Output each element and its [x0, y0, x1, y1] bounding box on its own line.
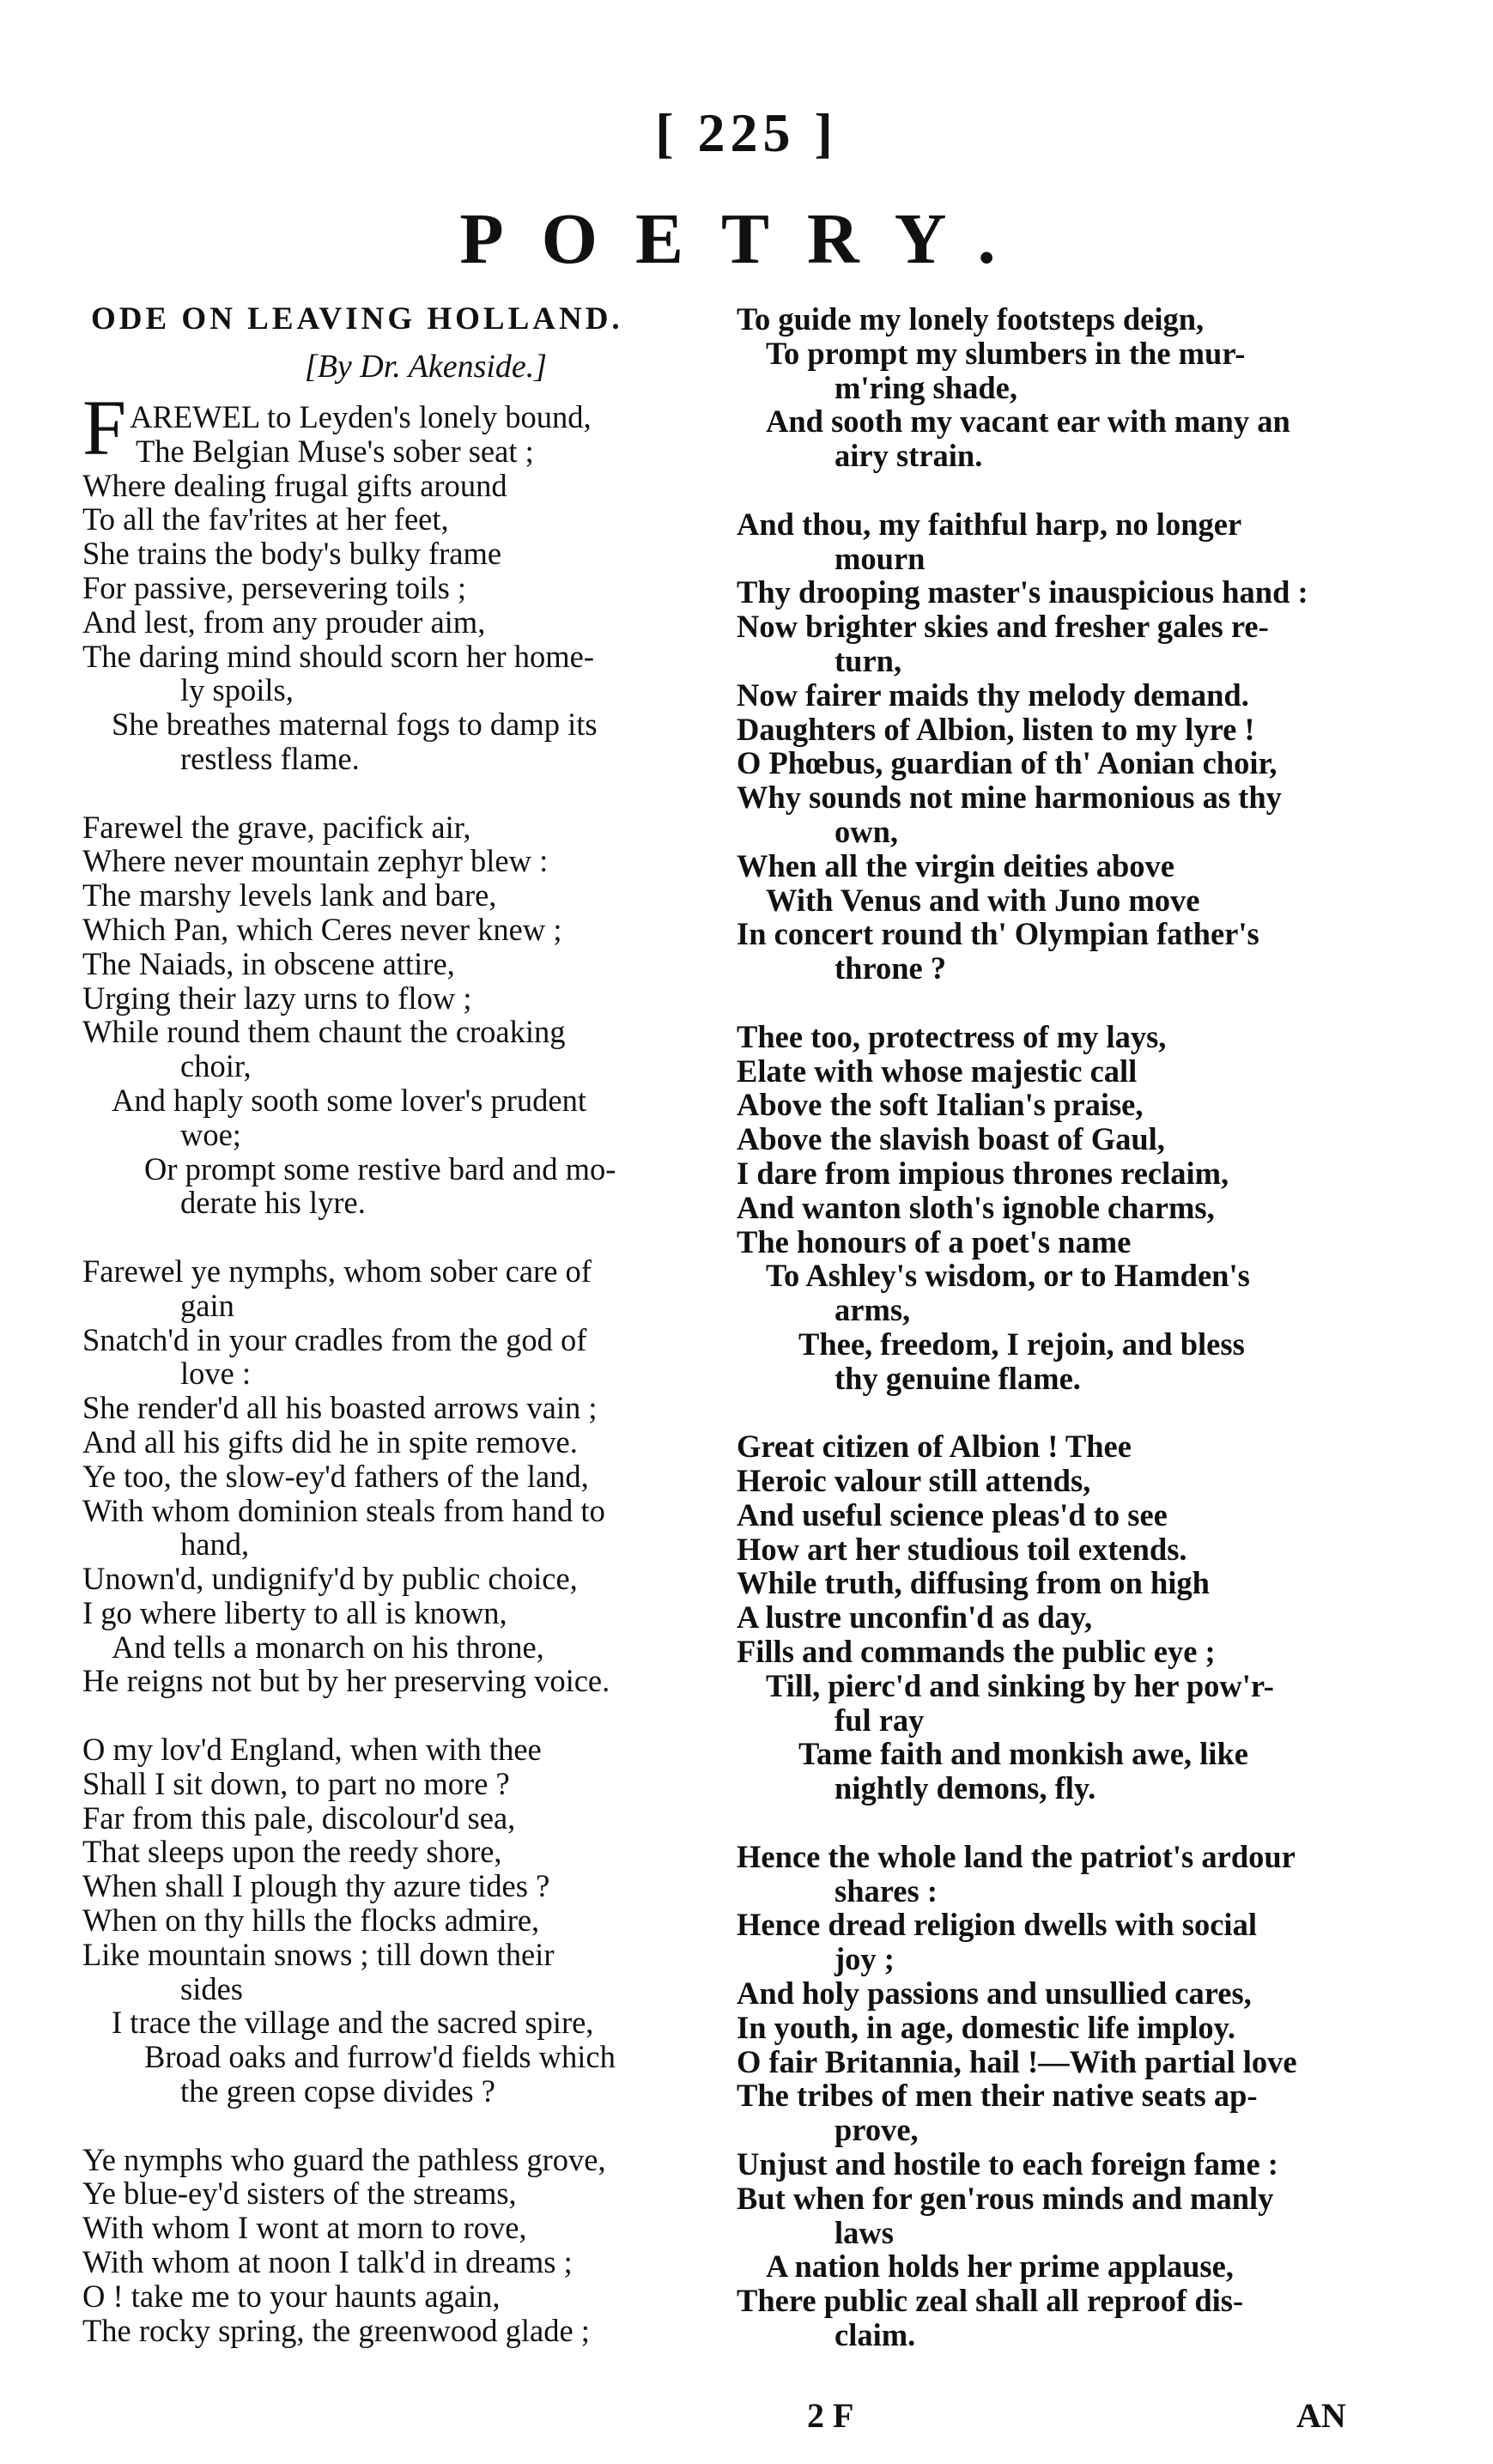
poem-line: The rocky spring, the greenwood glade ;	[82, 2312, 590, 2348]
poem-line: I dare from impious thrones reclaim,	[737, 1155, 1229, 1191]
poem-line: But when for gen'rous minds and manly	[737, 2180, 1274, 2216]
poem-line: gain	[180, 1287, 234, 1323]
poem-line: And useful science pleas'd to see	[737, 1496, 1168, 1532]
poem-line: With whom I wont at morn to rove,	[82, 2210, 527, 2246]
poem-line: O ! take me to your haunts again,	[82, 2278, 501, 2314]
poem-line: The daring mind should scorn her home-	[82, 638, 595, 674]
poem-line: Where never mountain zephyr blew :	[82, 843, 549, 879]
poem-line: Great citizen of Albion ! Thee	[737, 1429, 1132, 1465]
poem-line: Above the soft Italian's praise,	[737, 1087, 1144, 1123]
poem-line: And tells a monarch on his throne,	[112, 1629, 544, 1665]
poem-line: Snatch'd in your cradles from the god of	[82, 1321, 587, 1357]
poem-line: derate his lyre.	[180, 1185, 366, 1221]
poem-line: throne ?	[835, 950, 947, 986]
stanza	[82, 1733, 769, 2109]
poem-line: Hence dread religion dwells with social	[737, 1907, 1257, 1943]
poem-line: Shall I sit down, to part no more ?	[82, 1765, 510, 1801]
poem-line: Where dealing frugal gifts around	[82, 467, 507, 503]
poem-line: In youth, in age, domestic life imploy.	[737, 2009, 1235, 2045]
page-number: [ 225 ]	[655, 102, 838, 163]
poem-line: And all his gifts did he in spite remove.	[82, 1423, 578, 1460]
poem-line: Ye nymphs who guard the pathless grove,	[82, 2141, 606, 2177]
stanza	[82, 2143, 769, 2348]
poem-line: In concert round th' Olympian father's	[737, 916, 1259, 952]
poem-line: And holy passions and unsullied cares,	[737, 1975, 1252, 2012]
section-title: POETRY.	[459, 199, 1034, 279]
left-column	[82, 302, 769, 2382]
poem-line: I go where liberty to all is known,	[82, 1594, 507, 1630]
poem-line: woe;	[180, 1116, 241, 1152]
poem-line: To prompt my slumbers in the mur-	[766, 335, 1246, 371]
poem-line: Why sounds not mine harmonious as thy	[737, 780, 1282, 816]
poem-line: The honours of a poet's name	[737, 1223, 1132, 1259]
poem-line: Heroic valour still attends,	[737, 1463, 1091, 1499]
signature-mark: 2 F	[807, 2396, 854, 2435]
right-stanzas	[737, 302, 1441, 2352]
poem-line: When all the virgin deities above	[737, 847, 1174, 883]
poem-line: Above the slavish boast of Gaul,	[737, 1121, 1165, 1157]
poem-line: Farewel the grave, pacifick air,	[82, 809, 471, 845]
poem-line: own,	[835, 813, 899, 849]
poem-line: When shall I plough thy azure tides ?	[82, 1868, 550, 1904]
poem-line: Hence the whole land the patriot's ardour	[737, 1838, 1296, 1874]
catchword: AN	[1296, 2396, 1346, 2435]
poem-line: Unjust and hostile to each foreign fame :	[737, 2146, 1278, 2182]
poem-line: Thee too, protectress of my lays,	[737, 1018, 1167, 1054]
left-stanzas	[82, 384, 769, 2348]
poem-line: To all the fav'rites at her feet,	[82, 501, 449, 537]
poem-line: And lest, from any prouder aim,	[82, 604, 486, 640]
poem-line: How art her studious toil extends.	[737, 1531, 1187, 1567]
poem-line: She render'd all his boasted arrows vain ;	[82, 1390, 598, 1426]
poem-line: thy genuine flame.	[835, 1360, 1081, 1396]
poem-line: turn,	[835, 642, 902, 678]
poem-line: m'ring shade,	[835, 369, 1017, 405]
poem-line: While round them chaunt the croaking	[82, 1014, 566, 1050]
poem-line: Broad oaks and furrow'd fields which	[144, 2039, 616, 2075]
poem-line: When on thy hills the flocks admire,	[82, 1903, 540, 1939]
poem-line: While truth, diffusing from on high	[737, 1565, 1210, 1601]
stanza	[82, 384, 769, 776]
poem-line: With Venus and with Juno move	[766, 882, 1200, 918]
poem-line: The tribes of men their native seats ap-	[737, 2078, 1258, 2114]
stanza	[82, 810, 769, 1221]
poem-line: O my lov'd England, when with thee	[82, 1732, 542, 1768]
poem-line: Or prompt some restive bard and mo-	[144, 1150, 616, 1186]
poem-line: The marshy levels lank and bare,	[82, 877, 497, 913]
poem-line: Till, pierc'd and sinking by her pow'r-	[766, 1667, 1274, 1703]
poem-line: I trace the village and the sacred spire,	[112, 2005, 594, 2041]
poem-line: sides	[180, 1970, 243, 2006]
poem-line: prove,	[835, 2112, 919, 2148]
poem-line: Now fairer maids thy melody demand.	[737, 677, 1249, 713]
poem-line: laws	[835, 2214, 894, 2250]
poem-line: ful ray	[835, 1702, 925, 1738]
stanza	[737, 302, 1441, 473]
poem-line: The Naiads, in obscene attire,	[82, 945, 455, 981]
poem-line: And thou, my faithful harp, no longer	[737, 506, 1242, 542]
poem-line: To Ashley's wisdom, or to Hamden's	[766, 1258, 1250, 1294]
poem-line: For passive, persevering toils ;	[82, 569, 467, 605]
poem-line: arms,	[835, 1292, 911, 1328]
poem-line: He reigns not but by her preserving voice.	[82, 1663, 610, 1699]
poem-line: hand,	[180, 1526, 250, 1563]
poem-line: Thy drooping master's inauspicious hand :	[737, 574, 1308, 610]
poem-line: Elate with whose majestic call	[737, 1053, 1138, 1089]
stanza	[737, 1840, 1441, 2352]
poem-line: Far from this pale, discolour'd sea,	[82, 1799, 516, 1836]
poem-line: O Phœbus, guardian of th' Aonian choir,	[737, 745, 1278, 781]
poem-line: Now brighter skies and fresher gales re-	[737, 609, 1269, 645]
poem-line: O fair Britannia, hail !—With partial love	[737, 2043, 1297, 2079]
poem-line: joy ;	[835, 1941, 895, 1977]
poem-line: A lustre unconfin'd as day,	[737, 1599, 1093, 1636]
poem-line: Ye blue-ey'd sisters of the streams,	[82, 2176, 517, 2212]
poem-line: Tame faith and monkish awe, like	[798, 1736, 1248, 1772]
poem-line: Daughters of Albion, listen to my lyre !	[737, 711, 1255, 747]
poem-line: Thee, freedom, I rejoin, and bless	[798, 1326, 1245, 1362]
poem-line: The Belgian Muse's sober seat ;	[136, 433, 534, 469]
poem-line: Unown'd, undignify'd by public choice,	[82, 1561, 578, 1597]
poem-line: With whom at noon I talk'd in dreams ;	[82, 2244, 573, 2280]
poem-line: She breathes maternal fogs to damp its	[112, 707, 598, 743]
poem-line: choir,	[180, 1048, 252, 1084]
poem-byline: [By Dr. Akenside.]	[304, 349, 548, 385]
stanza	[737, 1020, 1441, 1396]
poem-line: With whom dominion steals from hand to	[82, 1492, 605, 1528]
drop-cap: F	[82, 384, 127, 471]
stanza	[82, 1254, 769, 1698]
stanza	[737, 507, 1441, 986]
poem-line: Farewel ye nymphs, whom sober care of	[82, 1253, 592, 1289]
stanza	[737, 1429, 1441, 1806]
poem-line: mourn	[835, 540, 926, 576]
poem-line: And haply sooth some lover's prudent	[112, 1082, 586, 1118]
poem-line: nightly demons, fly.	[835, 1770, 1096, 1806]
poem-line: shares :	[835, 1872, 938, 1909]
poem-line: love :	[180, 1356, 252, 1392]
poem-line-text: AREWEL to Leyden's lonely bound,	[130, 399, 592, 434]
poem-line: the green copse divides ?	[180, 2073, 495, 2109]
poem-line: Which Pan, which Ceres never knew ;	[82, 911, 562, 947]
poem-line: And sooth my vacant ear with many an	[766, 404, 1290, 440]
poem-line: restless flame.	[180, 740, 360, 776]
poem-line: Urging their lazy urns to flow ;	[82, 980, 472, 1016]
poem-line: She trains the body's bulky frame	[82, 536, 502, 572]
poem-title: ODE ON LEAVING HOLLAND.	[91, 301, 623, 337]
poem-line: Fills and commands the public eye ;	[737, 1634, 1216, 1670]
poem-line: That sleeps upon the reedy shore,	[82, 1834, 502, 1870]
poem-line: A nation holds her prime applause,	[766, 2249, 1234, 2285]
poem-line: And wanton sloth's ignoble charms,	[737, 1189, 1215, 1225]
poem-line: Ye too, the slow-ey'd fathers of the land,	[82, 1458, 589, 1494]
poem-line: Like mountain snows ; till down their	[82, 1936, 555, 1972]
poem-line: There public zeal shall all reproof dis-	[737, 2283, 1244, 2319]
poem-line: airy strain.	[835, 438, 983, 474]
poem-line: To guide my lonely footsteps deign,	[737, 301, 1205, 337]
poem-line: claim.	[835, 2317, 916, 2353]
poem-line: ly spoils,	[180, 672, 294, 708]
right-column	[737, 302, 1441, 2387]
